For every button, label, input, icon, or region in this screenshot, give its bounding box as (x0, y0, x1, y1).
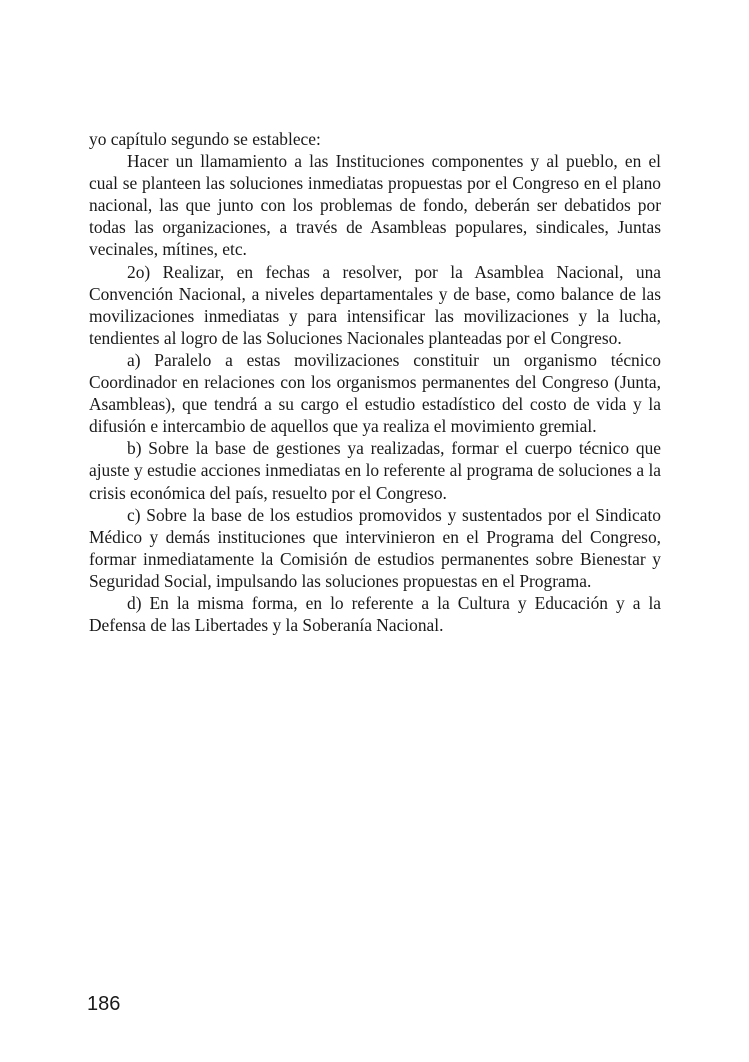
paragraph-llamamiento: Hacer un llamamiento a las Instituciones componentes y al pueblo, en el cual se planteen las soluciones inmediatas propuestas por el Congreso en el plano nacional, las que junto con los problemas de fondo, deberán ser debatidos por todas las organizaciones, a través de Asambleas populares, sindicales, Juntas vecinales, mítines, etc. (89, 151, 661, 260)
paragraph-a: a) Paralelo a estas movilizaciones constituir un organismo técnico Coordinador en relaciones con los organismos permanentes del Congreso (Junta, Asambleas), que tendrá a su cargo el estudio estadístico del costo de vida y la difusión e intercambio de aquellos que ya realiza el movimiento gremial. (89, 349, 661, 437)
paragraph-c: c) Sobre la base de los estudios promovidos y sustentados por el Sindicato Médico y demás instituciones que intervinieron en el Programa del Congreso, formar inmediatamente la Comisión de estudios permanentes sobre Bienestar y Seguridad Social, impulsando las soluciones propuestas en el Programa. (89, 504, 661, 591)
paragraph-2o: 2o) Realizar, en fechas a resolver, por la Asamblea Nacional, una Convención Nacional, a niveles departamentales y de base, como balance de las movilizaciones inmediatas y para intensificar las movilizaciones y la lucha, tendientes al logro de las Soluciones Nacionales planteadas por el Congreso. (89, 261, 661, 348)
body-text (89, 128, 661, 636)
paragraph-d: d) En la misma forma, en lo referente a la Cultura y Educación y a la Defensa de las Libertades y la Soberanía Nacional. (89, 592, 661, 636)
paragraph-intro: yo capítulo segundo se establece: (89, 129, 321, 149)
page-number: 186 (87, 993, 121, 1015)
paragraph-b: b) Sobre la base de gestiones ya realizadas, formar el cuerpo técnico que ajuste y estudie acciones inmediatas en lo referente al programa de soluciones a la crisis económica del país, resuelto por el Congreso. (89, 438, 661, 503)
